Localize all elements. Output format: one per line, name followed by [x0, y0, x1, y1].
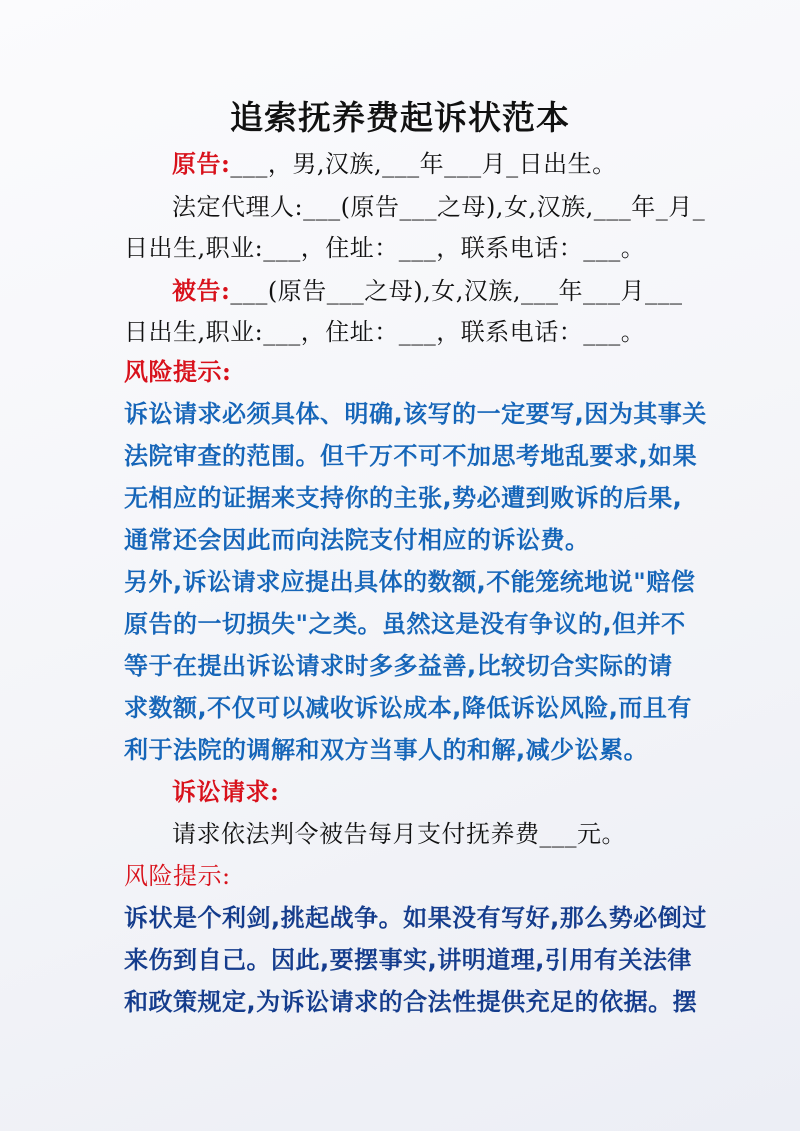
risk2-line: 和政策规定,为诉讼请求的合法性提供充足的依据。摆 — [124, 988, 698, 1016]
plaintiff-label: 原告: — [172, 149, 231, 178]
defendant-label: 被告: — [172, 276, 231, 305]
defendant-line-2: 日出生,职业:___，住址：___，联系电话：___。 — [124, 318, 646, 346]
risk1-line: 求数额,不仅可以减收诉讼成本,降低诉讼风险,而且有 — [124, 694, 692, 722]
risk1-line: 原告的一切损失"之类。虽然这是没有争议的,但并不 — [124, 610, 686, 638]
defendant-line-1 — [172, 271, 800, 311]
risk1-line: 通常还会因此而向法院支付相应的诉讼费。 — [124, 526, 590, 554]
claims-line: 请求依法判令被告每月支付抚养费___元。 — [172, 820, 626, 848]
plaintiff-line — [172, 144, 800, 184]
risk2-line: 来伤到自己。因此,要摆事实,讲明道理,引用有关法律 — [124, 946, 692, 974]
risk2-line: 诉状是个利剑,挑起战争。如果没有写好,那么势必倒过 — [124, 904, 707, 932]
legal-rep-line-1: 法定代理人:___(原告___之母),女,汉族,___年_月_ — [172, 193, 706, 221]
plaintiff-details: ___，男,汉族,___年___月_日出生。 — [230, 150, 617, 178]
risk1-line: 法院审查的范围。但千万不可不加思考地乱要求,如果 — [124, 442, 698, 470]
claims-heading: 诉讼请求: — [172, 777, 280, 806]
risk1-line: 利于法院的调解和双方当事人的和解,减少讼累。 — [124, 736, 649, 764]
risk-heading-1: 风险提示: — [124, 357, 232, 386]
defendant-details: ___(原告___之母),女,汉族,___年___月___ — [230, 277, 683, 305]
risk1-line: 无相应的证据来支持你的主张,势必遭到败诉的后果, — [124, 484, 683, 512]
risk-heading-2: 风险提示: — [124, 862, 231, 890]
legal-rep-line-2: 日出生,职业:___，住址：___，联系电话：___。 — [124, 234, 646, 262]
document-title: 追索抚养费起诉状范本 — [230, 98, 570, 137]
risk1-line: 等于在提出诉讼请求时多多益善,比较切合实际的请 — [124, 652, 673, 680]
risk1-line: 诉讼请求必须具体、明确,该写的一定要写,因为其事关 — [124, 400, 707, 428]
risk1-line: 另外,诉讼请求应提出具体的数额,不能笼统地说"赔偿 — [124, 568, 696, 596]
